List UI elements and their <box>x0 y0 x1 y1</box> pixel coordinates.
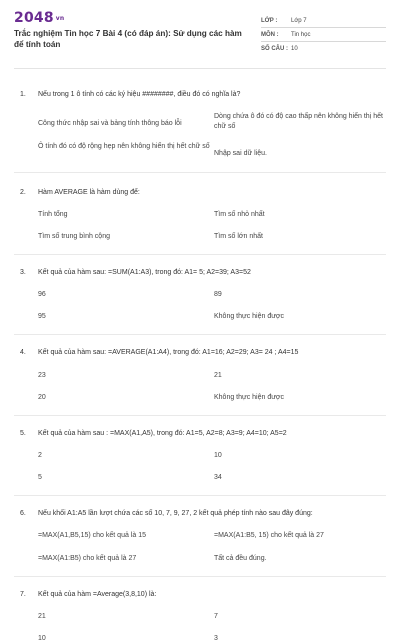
answer-options <box>38 612 386 644</box>
answer-option[interactable]: 3 <box>214 634 218 642</box>
meta-row-class <box>261 14 386 28</box>
question-text: Kết quả của hàm =Average(3,8,10) là: <box>38 590 157 598</box>
question-line <box>20 90 386 100</box>
answer-option[interactable]: Dòng chứa ô đó có độ cao thấp nên không hiển thị hết chữ số <box>214 113 383 131</box>
meta-row-subject <box>261 28 386 42</box>
answer-option[interactable]: 10 <box>214 451 222 459</box>
question-text: Kết quả của hàm sau: =AVERAGE(A1:A4), trong đó: A1=16; A2=29; A3= 24 ; A4=15 <box>38 349 299 357</box>
answer-option[interactable]: 5 <box>38 474 42 482</box>
site-logo[interactable] <box>14 10 244 26</box>
question-number: 7. <box>20 590 26 598</box>
answer-option[interactable]: 7 <box>214 612 218 620</box>
meta-label: LỚP : <box>261 17 278 24</box>
brand-block <box>14 10 244 50</box>
answer-options <box>38 112 386 159</box>
answer-option[interactable]: 34 <box>214 474 222 482</box>
question-line <box>20 268 386 278</box>
question-number: 4. <box>20 349 26 357</box>
question-text: Nếu khối A1:A5 lần lượt chứa các số 10, 7, 9, 27, 2 kết quả phép tính nào sau đây đúng: <box>38 510 313 518</box>
answer-options <box>38 290 386 322</box>
answer-option[interactable]: Ô tính đó có độ rộng hẹp nên không hiển thị hết chữ số <box>38 143 210 151</box>
question-text: Kết quả của hàm sau : =MAX(A1,A5), trong đó: A1=5, A2=8; A3=9; A4=10; A5=2 <box>38 429 287 437</box>
answer-option[interactable]: Công thức nhập sai và bảng tính thông báo lỗi <box>38 120 182 128</box>
question-3 <box>14 268 386 335</box>
question-text: Nếu trong 1 ô tính có các ký hiệu ########, điều đó có nghĩa là? <box>38 91 241 98</box>
answer-option[interactable]: 96 <box>38 291 46 299</box>
answer-option[interactable]: Nhập sai dữ liệu. <box>214 150 267 158</box>
answer-option[interactable]: Tìm số nhỏ nhất <box>214 210 265 218</box>
question-1 <box>14 90 386 173</box>
question-line <box>20 509 386 519</box>
answer-option[interactable]: 21 <box>38 612 46 620</box>
answer-options <box>38 451 386 483</box>
meta-value: Tin học <box>291 31 311 38</box>
answer-options <box>38 371 386 403</box>
question-number: 1. <box>20 91 26 98</box>
question-number: 3. <box>20 268 26 276</box>
question-number: 2. <box>20 188 26 196</box>
answer-option[interactable]: Tính tổng <box>38 210 68 218</box>
meta-value: Lớp 7 <box>291 17 307 24</box>
answer-option[interactable]: Tìm số lớn nhất <box>214 232 263 240</box>
question-5 <box>14 429 386 496</box>
answer-option[interactable]: Không thực hiện được <box>214 313 285 321</box>
question-line <box>20 429 386 439</box>
answer-options <box>38 531 386 563</box>
question-2 <box>14 188 386 255</box>
answer-option[interactable]: 89 <box>214 291 222 299</box>
question-text: Kết quả của hàm sau: =SUM(A1:A3), trong đó: A1= 5; A2=39; A3=52 <box>38 268 251 276</box>
answer-option[interactable]: =MAX(A1:B5, 15) cho kết quả là 27 <box>214 532 324 540</box>
meta-table <box>261 14 386 55</box>
question-line <box>20 590 386 600</box>
answer-option[interactable]: 2 <box>38 451 42 459</box>
meta-label: MÔN : <box>261 31 279 38</box>
meta-value: 10 <box>291 45 298 52</box>
page-header <box>14 10 386 69</box>
question-7 <box>14 590 386 644</box>
question-4 <box>14 348 386 415</box>
answer-option[interactable]: 21 <box>214 371 222 379</box>
question-text: Hàm AVERAGE là hàm dùng để: <box>38 188 140 196</box>
answer-option[interactable]: =MAX(A1,B5,15) cho kết quả là 15 <box>38 532 146 540</box>
answer-option[interactable]: 23 <box>38 371 46 379</box>
logo-suffix: vn <box>55 14 65 22</box>
question-line <box>20 188 386 198</box>
question-6 <box>14 509 386 576</box>
logo-text: 2048 <box>14 10 54 26</box>
answer-option[interactable]: Không thực hiện được <box>214 393 285 401</box>
meta-label: SỐ CÂU : <box>261 45 288 52</box>
question-line <box>20 348 386 358</box>
meta-row-count <box>261 42 386 55</box>
answer-option[interactable]: Tất cả đều đúng. <box>214 554 267 562</box>
answer-options <box>38 210 386 242</box>
answer-option[interactable]: Tìm số trung bình cộng <box>38 232 110 240</box>
answer-option[interactable]: =MAX(A1:B5) cho kết quả là 27 <box>38 554 137 562</box>
answer-option[interactable]: 10 <box>38 634 46 642</box>
answer-option[interactable]: 95 <box>38 313 46 321</box>
answer-option[interactable]: 20 <box>38 393 46 401</box>
question-number: 5. <box>20 429 26 437</box>
page-title: Trắc nghiệm Tin học 7 Bài 4 (có đáp án): Sử dụng các hàm để tính toán <box>14 29 242 49</box>
question-number: 6. <box>20 510 26 518</box>
